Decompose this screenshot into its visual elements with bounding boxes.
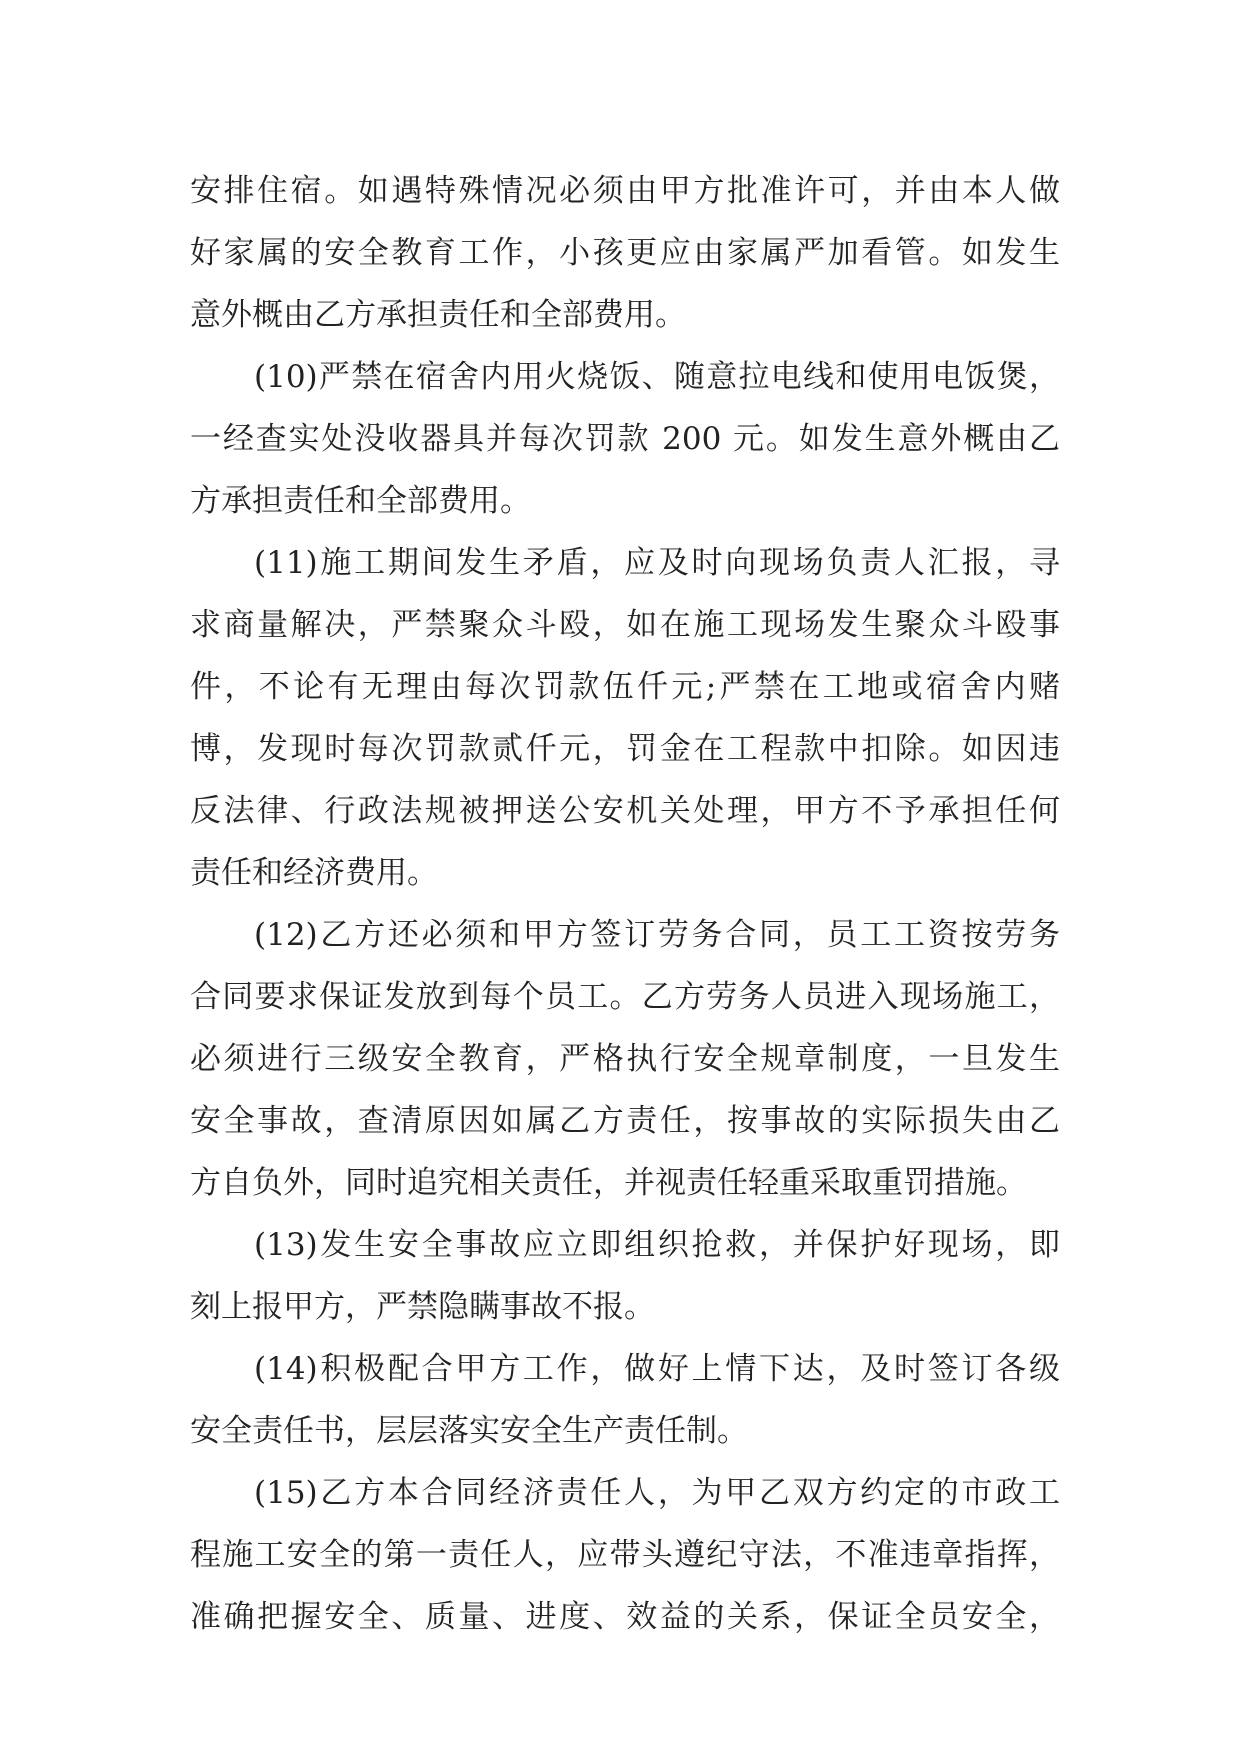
text-line: (15)乙方本合同经济责任人，为甲乙双方约定的市政工 <box>254 1475 1060 1511</box>
text-line: 准确把握安全、质量、进度、效益的关系，保证全员安全， <box>190 1599 1060 1635</box>
text-line: (12)乙方还必须和甲方签订劳务合同，员工工资按劳务 <box>254 917 1060 953</box>
paragraph-item-12 <box>190 904 1060 1214</box>
text-line: 一经查实处没收器具并每次罚款 200 元。如发生意外概由乙 <box>190 421 1060 457</box>
text-line: 方自负外，同时追究相关责任，并视责任轻重采取重罚措施。 <box>190 1165 1027 1201</box>
text-line: 必须进行三级安全教育，严格执行安全规章制度，一旦发生 <box>190 1041 1060 1077</box>
text-line: 件，不论有无理由每次罚款伍仟元;严禁在工地或宿舍内赌 <box>190 669 1060 705</box>
text-line: 好家属的安全教育工作，小孩更应由家属严加看管。如发生 <box>190 235 1060 271</box>
text-line: 博，发现时每次罚款贰仟元，罚金在工程款中扣除。如因违 <box>190 731 1060 767</box>
paragraph-item-14 <box>190 1338 1060 1462</box>
paragraph-continuation <box>190 160 1060 346</box>
text-line: 求商量解决，严禁聚众斗殴，如在施工现场发生聚众斗殴事 <box>190 607 1060 643</box>
paragraph-item-11 <box>190 532 1060 904</box>
document-body <box>190 160 1060 1648</box>
text-line: 安全责任书，层层落实安全生产责任制。 <box>190 1413 748 1449</box>
text-line: 刻上报甲方，严禁隐瞒事故不报。 <box>190 1289 655 1325</box>
text-line: 意外概由乙方承担责任和全部费用。 <box>190 297 686 333</box>
text-line: 责任和经济费用。 <box>190 855 438 891</box>
text-line: (10)严禁在宿舍内用火烧饭、随意拉电线和使用电饭煲， <box>254 359 1060 395</box>
text-line: 方承担责任和全部费用。 <box>190 483 531 519</box>
text-line: (11)施工期间发生矛盾，应及时向现场负责人汇报，寻 <box>254 545 1060 581</box>
text-line: (14)积极配合甲方工作，做好上情下达，及时签订各级 <box>254 1351 1060 1387</box>
paragraph-item-15 <box>190 1462 1060 1648</box>
text-line: 合同要求保证发放到每个员工。乙方劳务人员进入现场施工， <box>190 979 1060 1015</box>
paragraph-item-10 <box>190 346 1060 532</box>
text-line: 反法律、行政法规被押送公安机关处理，甲方不予承担任何 <box>190 793 1060 829</box>
text-line: 安排住宿。如遇特殊情况必须由甲方批准许可，并由本人做 <box>190 173 1060 209</box>
text-line: 安全事故，查清原因如属乙方责任，按事故的实际损失由乙 <box>190 1103 1060 1139</box>
text-line: (13)发生安全事故应立即组织抢救，并保护好现场，即 <box>254 1227 1060 1263</box>
paragraph-item-13 <box>190 1214 1060 1338</box>
text-line: 程施工安全的第一责任人，应带头遵纪守法，不准违章指挥， <box>190 1537 1060 1573</box>
